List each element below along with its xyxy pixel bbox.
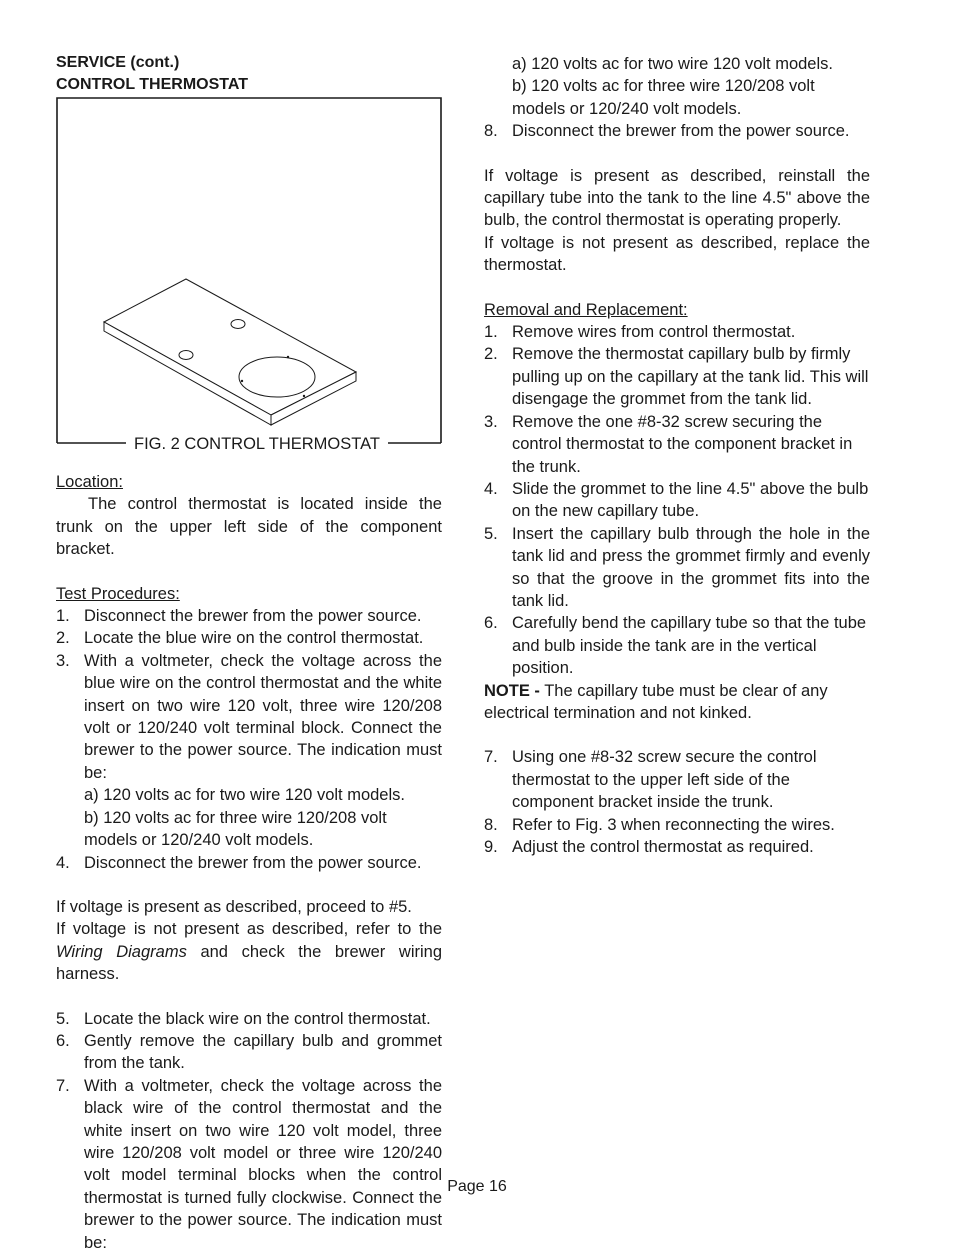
if-not-present-part2: and check the brewer wiring harness. xyxy=(56,942,443,984)
step-text: Adjust the control thermostat as required. xyxy=(512,838,814,856)
list-item xyxy=(56,605,442,627)
step-text: Disconnect the brewer from the power source. xyxy=(84,607,422,626)
list-item xyxy=(56,627,442,649)
test-steps-list-b xyxy=(56,1008,442,1254)
step-number: 6. xyxy=(484,614,498,633)
step3-option-a: a) 120 volts ac for two wire 120 volt models. xyxy=(84,786,405,805)
step-number: 4. xyxy=(484,479,498,498)
list-item xyxy=(56,1075,442,1254)
test-step-8 xyxy=(484,120,870,142)
step7-option-a: a) 120 volts ac for two wire 120 volt models. xyxy=(512,55,833,73)
list-item xyxy=(484,411,870,478)
step-number: 6. xyxy=(56,1031,70,1050)
left-column xyxy=(56,52,442,1254)
note-label: NOTE - xyxy=(484,681,540,700)
step-text: Locate the black wire on the control thermostat. xyxy=(84,1009,431,1028)
removal-heading: Removal and Replacement: xyxy=(484,300,688,319)
list-item xyxy=(484,321,870,343)
step-number: 2. xyxy=(484,345,498,364)
removal-steps-list xyxy=(484,321,870,680)
list-item xyxy=(56,650,442,784)
step-number: 5. xyxy=(56,1009,70,1028)
step3-option-b: b) 120 volts ac for three wire 120/208 volt models or 120/240 volt models. xyxy=(84,808,387,850)
note-text: The capillary tube must be clear of any electrical termination and not kinked. xyxy=(484,681,828,722)
test-procedures-heading: Test Procedures: xyxy=(56,584,180,603)
page-title: CONTROL THERMOSTAT xyxy=(56,76,248,93)
if-present-text: If voltage is present as described, proceed to #5. xyxy=(56,897,412,916)
list-item xyxy=(484,814,870,836)
list-item xyxy=(56,852,442,874)
thermostat-illustration xyxy=(56,97,442,453)
step-number: 7. xyxy=(484,748,498,767)
step-number: 3. xyxy=(56,651,70,670)
location-heading: Location: xyxy=(56,473,123,491)
step-text: With a voltmeter, check the voltage across the black wire of the control thermostat and the white insert on two wire 120 volt model, three wire 120/208 volt model or three wire 120/240 volt model terminal blocks when the control thermostat is turned fully clockwise. Connect the brewer to the power source. The indication must be: xyxy=(84,1076,442,1252)
test-steps-list xyxy=(56,605,442,784)
list-item xyxy=(56,1030,442,1075)
step-text: Using one #8-32 screw secure the control thermostat to the upper left side of the component bracket inside the trunk. xyxy=(512,748,817,812)
list-item xyxy=(484,478,870,523)
location-text: The control thermostat is located inside the trunk on the upper left side of the component bracket. xyxy=(56,495,442,559)
list-item xyxy=(484,523,870,613)
list-item xyxy=(484,120,870,142)
figure-control-thermostat xyxy=(56,97,442,453)
list-item xyxy=(484,836,870,858)
step-number: 3. xyxy=(484,412,498,431)
step-text: Remove the thermostat capillary bulb by firmly pulling up on the capillary at the tank lid. This will disengage the grommet from the tank lid. xyxy=(512,345,869,409)
step-number: 8. xyxy=(484,815,498,834)
test-steps-list-cont xyxy=(56,852,442,874)
result-bad-text: If voltage is not present as described, replace the thermostat. xyxy=(484,233,870,275)
note-paragraph xyxy=(484,680,870,725)
result-ok-text: If voltage is present as described, reinstall the capillary tube into the tank to the line 4.5" above the bulb, the control thermostat is operating properly. xyxy=(484,166,870,230)
if-not-present-part1: If voltage is not present as described, refer to the xyxy=(56,920,442,939)
step-number: 5. xyxy=(484,524,498,543)
step-text: Slide the grommet to the line 4.5" above the bulb on the new capillary tube. xyxy=(512,479,869,521)
page-number: Page 16 xyxy=(447,1178,507,1195)
step-number: 8. xyxy=(484,122,498,141)
wiring-diagrams-reference: Wiring Diagrams xyxy=(56,942,187,961)
list-item xyxy=(56,1008,442,1030)
step-number: 4. xyxy=(56,853,70,872)
list-item xyxy=(484,612,870,679)
step-number: 1. xyxy=(56,607,70,626)
step-text: Refer to Fig. 3 when reconnecting the wires. xyxy=(512,815,835,834)
step-text: Locate the blue wire on the control thermostat. xyxy=(84,629,424,648)
step7-option-b: b) 120 volts ac for three wire 120/208 volt models or 120/240 volt models. xyxy=(512,77,815,118)
step-text: Remove wires from control thermostat. xyxy=(512,323,796,342)
step-text: Disconnect the brewer from the power source. xyxy=(84,853,422,872)
step-text: Remove the one #8-32 screw securing the control thermostat to the component bracket in the trunk. xyxy=(512,412,853,476)
list-item xyxy=(484,343,870,410)
step-number: 1. xyxy=(484,323,498,342)
figure-caption: FIG. 2 CONTROL THERMOSTAT xyxy=(126,433,388,455)
right-column xyxy=(484,53,870,858)
if-not-present-text xyxy=(56,918,442,985)
step-text: Carefully bend the capillary tube so that the tube and bulb inside the tank are in the vertical position. xyxy=(512,614,867,678)
step-number: 9. xyxy=(484,838,498,856)
step-text: Insert the capillary bulb through the hole in the tank lid and press the grommet firmly and evenly so that the groove in the grommet fits into the tank lid. xyxy=(512,524,870,610)
list-item xyxy=(484,746,870,813)
section-heading: SERVICE (cont.) xyxy=(56,54,180,71)
step-number: 7. xyxy=(56,1076,70,1095)
step-text: Gently remove the capillary bulb and grommet from the tank. xyxy=(84,1031,442,1073)
step-text: Disconnect the brewer from the power source. xyxy=(512,122,850,141)
step-number: 2. xyxy=(56,629,70,648)
step-text: With a voltmeter, check the voltage across the blue wire on the control thermostat and the white insert on two wire 120 volt, three wire 120/208 volt or 120/240 volt terminal block. Connect the brewer to the power source. The indication must be: xyxy=(84,651,442,782)
removal-steps-list-b xyxy=(484,746,870,858)
